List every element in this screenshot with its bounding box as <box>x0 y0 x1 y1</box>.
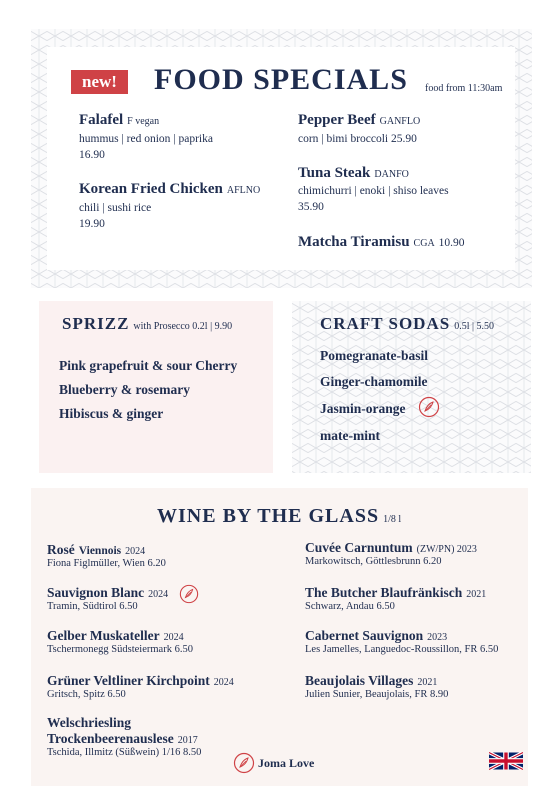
item-tag: F vegan <box>127 116 160 127</box>
wine-tag: (ZW/PN) 2023 <box>416 544 477 555</box>
wine-sub: Tschida, Illmitz (Süßwein) 1/16 8.50 <box>47 747 202 758</box>
item-name: Falafel <box>79 112 124 128</box>
item-desc: corn | bimi broccoli 25.90 <box>298 133 417 145</box>
item-tag: CGA <box>413 238 435 249</box>
new-badge: new! <box>71 70 128 94</box>
wine-name: Gelber Muskateller <box>47 628 160 643</box>
item-tag: GANFLO <box>379 116 421 127</box>
uk-flag-icon[interactable] <box>489 752 523 770</box>
wine-tag: 2023 <box>427 632 448 643</box>
item-price: 10.90 <box>438 237 465 249</box>
item-price: 16.90 <box>79 149 105 161</box>
leaf-badge-icon <box>179 584 199 604</box>
wine-tag: 2024 <box>163 632 184 643</box>
sodas-note: 0.5l | 5.50 <box>454 321 494 332</box>
wine-sub: Fiona Figlmüller, Wien 6.20 <box>47 558 166 569</box>
special-item-falafel <box>79 111 159 129</box>
wine-item-sauvignon-blanc <box>47 584 168 602</box>
wine-item-cabernet-sauvignon <box>305 627 447 645</box>
leaf-badge-icon <box>418 396 440 418</box>
wine-item-the-butcher <box>305 584 486 602</box>
sprizz-note: with Prosecco 0.2l | 9.90 <box>133 321 233 332</box>
list-item: mate-mint <box>320 428 380 443</box>
wine-sub: Tschermonegg Südsteiermark 6.50 <box>47 644 193 655</box>
item-name: Korean Fried Chicken <box>79 181 223 197</box>
wine-name: Welschriesling <box>47 715 131 730</box>
item-price: 19.90 <box>79 218 105 230</box>
wine-item-gruener-veltliner <box>47 672 234 690</box>
sprizz-header <box>62 314 232 334</box>
list-item: Pink grapefruit & sour Cherry <box>59 358 238 373</box>
wine-name: Sauvignon Blanc <box>47 585 145 600</box>
wine-header <box>157 505 401 528</box>
wine-item-cuvee-carnuntum <box>305 539 477 557</box>
list-item: Ginger-chamomile <box>320 374 428 389</box>
wine-name-line2: Trockenbeerenauslese <box>47 731 174 746</box>
wine-tag: 2024 <box>125 546 146 557</box>
legend-label: Joma Love <box>258 756 315 770</box>
item-name: Matcha Tiramisu <box>298 234 410 250</box>
wine-sub: Schwarz, Andau 6.50 <box>305 601 395 612</box>
wine-name: Beaujolais Villages <box>305 673 414 688</box>
special-item-matcha-tiramisu <box>298 233 465 251</box>
item-price: 35.90 <box>298 201 324 213</box>
item-name: Pepper Beef <box>298 112 376 128</box>
wine-name: Grüner Veltliner Kirchpoint <box>47 673 210 688</box>
specials-title: FOOD SPECIALS <box>154 63 408 96</box>
wine-tag: 2021 <box>466 589 487 600</box>
item-tag: AFLNO <box>226 185 261 196</box>
wine-item-rose <box>47 541 145 559</box>
item-name: Tuna Steak <box>298 165 371 181</box>
wine-note: 1/8 l <box>383 514 402 525</box>
wine-item-beaujolais-villages <box>305 672 437 690</box>
sprizz-title: SPRIZZ <box>62 314 130 333</box>
list-item: Pomegranate-basil <box>320 348 428 363</box>
wine-tag: 2024 <box>148 589 169 600</box>
wine-name: The Butcher Blaufränkisch <box>305 585 463 600</box>
sodas-title: CRAFT SODAS <box>320 314 451 333</box>
list-item: Hibiscus & ginger <box>59 406 164 421</box>
wine-name: Cuvée Carnuntum <box>305 540 413 555</box>
wine-name: Cabernet Sauvignon <box>305 628 424 643</box>
list-item: Blueberry & rosemary <box>59 382 190 397</box>
item-desc: chili | sushi rice <box>79 202 152 214</box>
item-tag: DANFO <box>374 169 409 180</box>
special-item-tuna-steak <box>298 164 409 182</box>
wine-name-suffix: Viennois <box>78 545 122 557</box>
wine-tag: 2017 <box>177 735 198 746</box>
wine-title: WINE BY THE GLASS <box>157 505 380 527</box>
item-desc: hummus | red onion | paprika <box>79 133 213 145</box>
sodas-header <box>320 314 494 334</box>
wine-sub: Markowitsch, Göttlesbrunn 6.20 <box>305 556 442 567</box>
wine-tag: 2021 <box>417 677 438 688</box>
special-item-korean-fried-chicken <box>79 180 260 198</box>
special-item-pepper-beef <box>298 111 420 129</box>
wine-sub: Tramin, Südtirol 6.50 <box>47 601 138 612</box>
wine-item-gelber-muskateller <box>47 627 184 645</box>
wine-sub: Les Jamelles, Languedoc-Roussillon, FR 6.50 <box>305 644 499 655</box>
wine-sub: Gritsch, Spitz 6.50 <box>47 689 126 700</box>
wine-item-welschriesling <box>47 730 198 748</box>
item-desc: chimichurri | enoki | shiso leaves <box>298 185 449 197</box>
list-item: Jasmin-orange <box>320 401 406 416</box>
wine-name: Rosé <box>47 542 75 557</box>
specials-time-note: food from 11:30am <box>425 83 503 94</box>
wine-sub: Julien Sunier, Beaujolais, FR 8.90 <box>305 689 449 700</box>
leaf-badge-icon <box>233 752 255 774</box>
wine-tag: 2024 <box>213 677 234 688</box>
